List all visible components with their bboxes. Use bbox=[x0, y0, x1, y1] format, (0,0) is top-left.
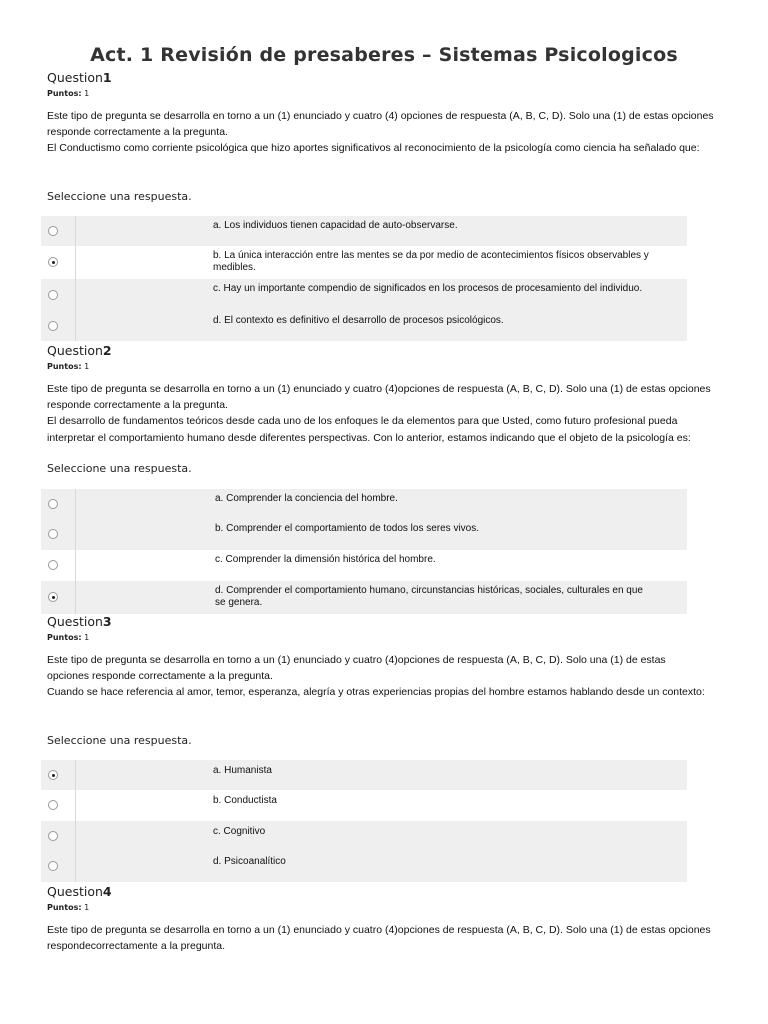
radio-button[interactable] bbox=[48, 831, 58, 841]
option-text: b. La única interacción entre las mentes se da por medio de acontecimientos físicos observables y medibles. bbox=[213, 250, 649, 273]
radio-button-selected[interactable] bbox=[48, 257, 58, 267]
question-number: 3 bbox=[102, 614, 112, 629]
question-number: 1 bbox=[102, 70, 112, 85]
radio-button[interactable] bbox=[48, 499, 58, 509]
answer-option-d[interactable] bbox=[41, 311, 687, 341]
radio-cell bbox=[41, 790, 76, 821]
answer-list bbox=[41, 489, 687, 614]
question-text bbox=[47, 108, 719, 157]
instructions: Este tipo de pregunta se desarrolla en torno a un (1) enunciado y cuatro (4) opciones de respuesta (A, B, C, D). Solo una (1) de estas opciones responde correctamente a la pregunta. bbox=[47, 110, 714, 139]
question-heading bbox=[47, 884, 112, 899]
radio-cell bbox=[41, 821, 76, 851]
radio-button-selected[interactable] bbox=[48, 770, 58, 780]
points bbox=[47, 89, 89, 98]
points-label: Puntos: bbox=[47, 633, 82, 642]
radio-cell bbox=[41, 279, 76, 311]
option-text: c. Comprender la dimensión histórica del hombre. bbox=[215, 554, 436, 565]
points-value: 1 bbox=[84, 903, 90, 912]
points bbox=[47, 362, 89, 371]
question-text bbox=[47, 652, 707, 701]
question-stem: El Conductismo como corriente psicológica que hizo aportes significativos al reconocimiento de la psicología como ciencia ha señalado que: bbox=[47, 142, 700, 155]
instructions: Este tipo de pregunta se desarrolla en torno a un (1) enunciado y cuatro (4)opciones de respuesta (A, B, C, D). Solo una (1) de estas opciones responde correctamente a la pregunta. bbox=[47, 654, 666, 683]
question-text bbox=[47, 922, 727, 954]
option-text: b. Conductista bbox=[213, 795, 277, 806]
question-number: 2 bbox=[102, 343, 112, 358]
radio-cell bbox=[41, 519, 76, 550]
points-value: 1 bbox=[84, 89, 90, 98]
question-text bbox=[47, 381, 727, 446]
points bbox=[47, 633, 89, 642]
radio-cell bbox=[41, 246, 76, 279]
points-label: Puntos: bbox=[47, 362, 82, 371]
answer-option-d[interactable] bbox=[41, 851, 687, 882]
option-text: a. Humanista bbox=[213, 765, 272, 776]
radio-button[interactable] bbox=[48, 560, 58, 570]
radio-button[interactable] bbox=[48, 529, 58, 539]
option-text: a. Los individuos tienen capacidad de auto-observarse. bbox=[213, 220, 458, 231]
question-heading bbox=[47, 343, 112, 358]
question-label: Question bbox=[47, 884, 103, 899]
answer-option-c[interactable] bbox=[41, 550, 687, 581]
answer-option-c[interactable] bbox=[41, 279, 687, 311]
radio-cell bbox=[41, 581, 76, 614]
answer-option-a[interactable] bbox=[41, 216, 687, 246]
points-value: 1 bbox=[84, 633, 90, 642]
radio-cell bbox=[41, 851, 76, 882]
question-heading bbox=[47, 614, 112, 629]
select-prompt: Seleccione una respuesta. bbox=[47, 190, 192, 203]
option-text: d. El contexto es definitivo el desarrollo de procesos psicológicos. bbox=[213, 315, 504, 326]
question-number: 4 bbox=[102, 884, 112, 899]
answer-option-b[interactable] bbox=[41, 790, 687, 821]
option-text: d. Comprender el comportamiento humano, circunstancias históricas, sociales, culturales en que se genera. bbox=[215, 585, 643, 608]
question-label: Question bbox=[47, 614, 103, 629]
radio-cell bbox=[41, 550, 76, 581]
radio-cell bbox=[41, 489, 76, 519]
answer-option-b[interactable] bbox=[41, 519, 687, 550]
points bbox=[47, 903, 89, 912]
instructions: Este tipo de pregunta se desarrolla en torno a un (1) enunciado y cuatro (4)opciones de respuesta (A, B, C, D). Solo una (1) de estas opciones respondecorrectamente a la pregunta. bbox=[47, 924, 711, 953]
question-stem: Cuando se hace referencia al amor, temor, esperanza, alegría y otras experiencias propias del hombre estamos hablando desde un contexto: bbox=[47, 686, 705, 699]
question-label: Question bbox=[47, 70, 103, 85]
answer-list bbox=[41, 216, 687, 341]
points-value: 1 bbox=[84, 362, 90, 371]
option-text: c. Cognitivo bbox=[213, 826, 266, 837]
radio-button[interactable] bbox=[48, 861, 58, 871]
question-heading bbox=[47, 70, 112, 85]
radio-cell bbox=[41, 311, 76, 341]
option-text: a. Comprender la conciencia del hombre. bbox=[215, 493, 398, 504]
radio-cell bbox=[41, 216, 76, 246]
answer-option-a[interactable] bbox=[41, 489, 687, 519]
select-prompt: Seleccione una respuesta. bbox=[47, 734, 192, 747]
option-text: c. Hay un importante compendio de significados en los procesos de procesamiento del individuo. bbox=[213, 283, 643, 294]
answer-option-c[interactable] bbox=[41, 821, 687, 851]
page-title: Act. 1 Revisión de presaberes – Sistemas Psicologicos bbox=[90, 44, 678, 66]
radio-cell bbox=[41, 760, 76, 790]
radio-button[interactable] bbox=[48, 226, 58, 236]
radio-button[interactable] bbox=[48, 800, 58, 810]
answer-option-b[interactable] bbox=[41, 246, 687, 279]
question-label: Question bbox=[47, 343, 103, 358]
points-label: Puntos: bbox=[47, 89, 82, 98]
answer-list bbox=[41, 760, 687, 882]
answer-option-a[interactable] bbox=[41, 760, 687, 790]
points-label: Puntos: bbox=[47, 903, 82, 912]
radio-button[interactable] bbox=[48, 321, 58, 331]
question-stem: El desarrollo de fundamentos teóricos desde cada uno de los enfoques le da elementos para que Usted, como futuro profesional pueda interpretar el comportamiento humano desde diferentes perspectivas. Con lo anterior, estamos indicando que el objeto de la psicología es: bbox=[47, 415, 691, 444]
select-prompt: Seleccione una respuesta. bbox=[47, 462, 192, 475]
radio-button-selected[interactable] bbox=[48, 592, 58, 602]
instructions: Este tipo de pregunta se desarrolla en torno a un (1) enunciado y cuatro (4)opciones de respuesta (A, B, C, D). Solo una (1) de estas opciones responde correctamente a la pregunta. bbox=[47, 383, 711, 412]
option-text: d. Psicoanalítico bbox=[213, 856, 286, 867]
answer-option-d[interactable] bbox=[41, 581, 687, 614]
radio-button[interactable] bbox=[48, 290, 58, 300]
option-text: b. Comprender el comportamiento de todos los seres vivos. bbox=[215, 523, 480, 534]
